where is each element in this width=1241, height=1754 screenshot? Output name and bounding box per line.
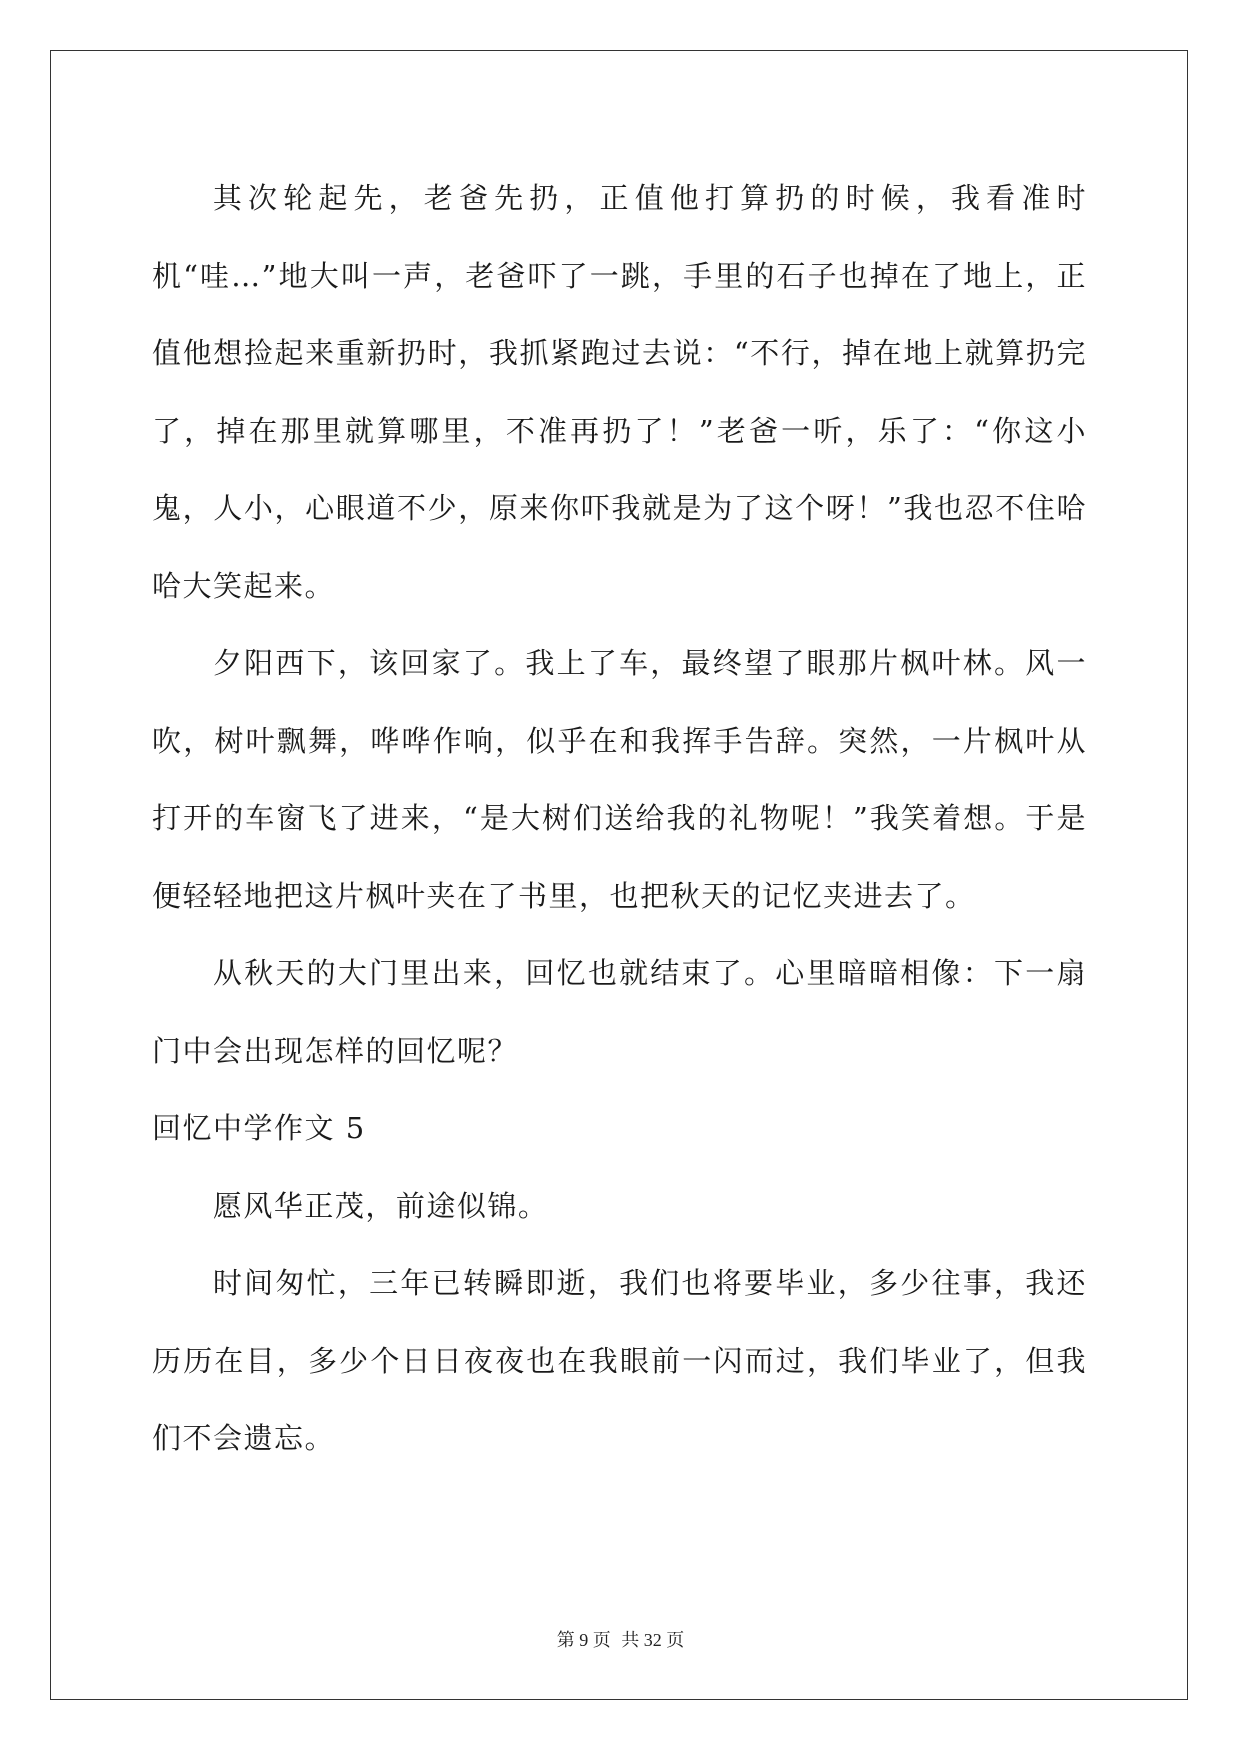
paragraph: 从秋天的大门里出来，回忆也就结束了。心里暗暗相像：下一扇门中会出现怎样的回忆呢？ [152, 956, 1087, 1068]
page-footer [0, 1626, 1241, 1652]
paragraph: 愿风华正茂，前途似锦。 [212, 1188, 549, 1223]
section-heading: 回忆中学作文 5 [152, 1111, 366, 1145]
paragraph: 时间匆忙，三年已转瞬即逝，我们也将要毕业，多少往事，我还历历在目，多少个日日夜夜也在我眼前一闪而过，我们毕业了，但我们不会遗忘。 [152, 1266, 1087, 1455]
document-body [152, 160, 1087, 1478]
page-total: 共 32 页 [621, 1630, 685, 1650]
paragraph: 夕阳西下，该回家了。我上了车，最终望了眼那片枫叶林。风一吹，树叶飘舞，哗哗作响，似乎在和我挥手告辞。突然，一片枫叶从打开的车窗飞了进来，“是大树们送给我的礼物呢！”我笑着想。于是便轻轻地把这片枫叶夹在了书里，也把秋天的记忆夹进去了。 [152, 646, 1087, 913]
page-number: 第 9 页 [556, 1630, 611, 1650]
paragraph: 其次轮起先，老爸先扔，正值他打算扔的时候，我看准时机“哇…”地大叫一声，老爸吓了一跳，手里的石子也掉在了地上，正值他想捡起来重新扔时，我抓紧跑过去说：“不行，掉在地上就算扔完了，掉在那里就算哪里，不准再扔了！”老爸一听，乐了：“你这小鬼，人小，心眼道不少，原来你吓我就是为了这个呀！”我也忍不住哈哈大笑起来。 [152, 181, 1087, 603]
